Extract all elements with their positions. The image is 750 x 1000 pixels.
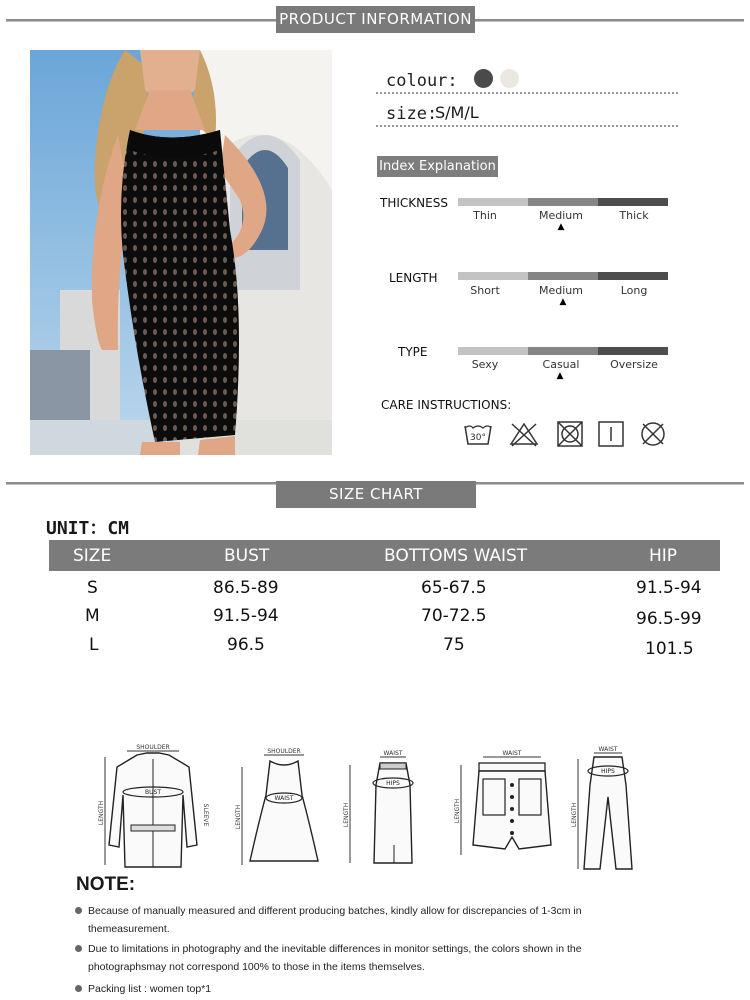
header-bottoms-waist: BOTTOMS WAIST [384, 546, 528, 566]
cell-size: L [89, 635, 99, 655]
cell-size: S [87, 578, 98, 598]
no-tumble-dry-icon [555, 420, 585, 448]
cell-waist: 75 [443, 635, 465, 655]
size-table-header [49, 540, 720, 571]
colour-row [376, 68, 678, 94]
type-label: TYPE [398, 345, 428, 359]
type-selected-marker: ▲ [556, 371, 564, 381]
header-bust: BUST [224, 546, 270, 566]
product-info-banner: PRODUCT INFORMATION [276, 6, 475, 33]
product-photo [30, 50, 332, 455]
no-dry-clean-icon [638, 420, 668, 448]
bullet-icon [75, 907, 82, 914]
colour-label: colour: [386, 71, 458, 91]
size-value: S/M/L [435, 103, 479, 122]
length-option: Short [470, 284, 500, 297]
cell-waist: 65-67.5 [421, 578, 487, 598]
type-option: Sexy [471, 358, 499, 371]
table-row [49, 635, 720, 663]
length-label: LENGTH [571, 802, 578, 828]
thickness-option: Thick [619, 209, 649, 222]
unit-label: UNIT：CM [46, 518, 130, 539]
thickness-scale [458, 198, 668, 206]
length-label: LENGTH [454, 798, 461, 824]
colour-swatch-white[interactable] [500, 69, 519, 88]
pants-measure-diagram [572, 745, 652, 873]
waist-label: WAIST [598, 746, 618, 753]
length-selected-marker: ▲ [559, 297, 567, 307]
cell-hip: 91.5-94 [636, 578, 702, 598]
length-label: LENGTH [343, 802, 350, 828]
no-bleach-icon [509, 420, 539, 448]
cell-size: M [85, 606, 100, 626]
size-row [376, 101, 678, 127]
header-hip: HIP [649, 546, 678, 566]
note-title: NOTE: [76, 874, 136, 895]
index-explanation-title: Index Explanation [377, 156, 498, 177]
note-text: Due to limitations in photography and the inevitable differences in monitor settings, the colors shown in the photographsmay not correspond 100% to those in the items themselves. [88, 943, 582, 973]
length-label: LENGTH [235, 804, 242, 830]
cell-bust: 96.5 [227, 635, 265, 655]
cell-bust: 86.5-89 [213, 578, 279, 598]
note-text: Because of manually measured and different producing batches, kindly allow for discrepancies of 1-3cm in themeasurement. [88, 905, 582, 935]
header-size: SIZE [73, 546, 112, 566]
thickness-option: Medium [539, 209, 583, 222]
bullet-icon [75, 945, 82, 952]
cell-hip: 101.5 [645, 639, 694, 659]
waist-label: WAIST [502, 750, 522, 757]
cell-waist: 70-72.5 [421, 606, 487, 626]
waist-label: WAIST [383, 750, 403, 757]
length-label: LENGTH [98, 800, 105, 826]
dress-measure-diagram [232, 745, 322, 870]
jacket-measure-diagram [97, 745, 212, 873]
cell-bust: 91.5-94 [213, 606, 279, 626]
shoulder-label: SHOULDER [136, 744, 170, 751]
table-row [49, 578, 720, 606]
waist-label: WAIST [274, 795, 294, 802]
table-row [49, 606, 720, 634]
thickness-selected-marker: ▲ [557, 222, 565, 232]
wash-temperature: 30° [470, 433, 486, 443]
skirt-measure-diagram [342, 745, 422, 870]
line-dry-icon [596, 420, 626, 448]
wash-30-icon [463, 420, 493, 448]
hips-label: HIPS [386, 780, 400, 787]
hips-label: HIPS [601, 768, 615, 775]
type-scale [458, 347, 668, 355]
shorts-measure-diagram [455, 745, 560, 870]
model-in-crochet-dress-image [30, 50, 332, 455]
size-label: size: [386, 104, 438, 124]
care-instructions-label: CARE INSTRUCTIONS: [381, 398, 512, 412]
bullet-icon [75, 985, 82, 992]
length-scale [458, 272, 668, 280]
thickness-label: THICKNESS [380, 196, 448, 210]
sleeve-label: SLEEVE [202, 803, 209, 827]
length-option: Long [620, 284, 648, 297]
type-option: Casual [542, 358, 580, 371]
colour-swatch-black[interactable] [474, 69, 493, 88]
note-text: Packing list : women top*1 [88, 983, 212, 995]
length-option: Medium [539, 284, 583, 297]
type-option: Oversize [610, 358, 658, 371]
shoulder-label: SHOULDER [267, 748, 301, 755]
thickness-option: Thin [473, 209, 497, 222]
size-chart-banner: SIZE CHART [276, 481, 476, 508]
length-label: LENGTH [389, 271, 438, 285]
cell-hip: 96.5-99 [636, 609, 702, 629]
bust-label: BUST [145, 789, 161, 796]
